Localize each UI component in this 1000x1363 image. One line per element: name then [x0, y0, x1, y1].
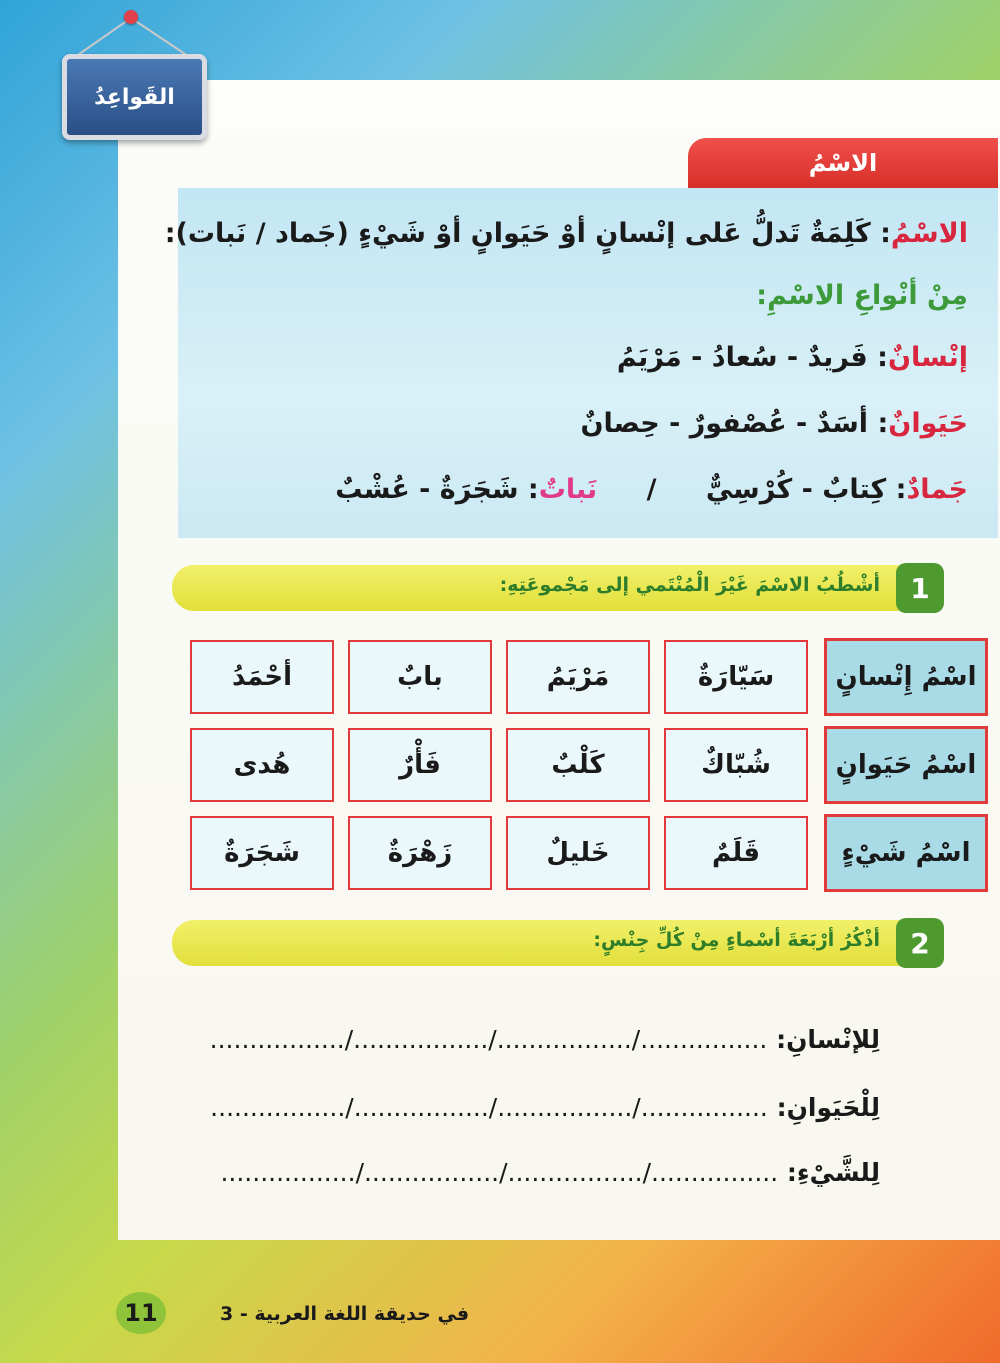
- fill-blanks[interactable]: ................/................./................./.................: [220, 1158, 779, 1187]
- type-label: نَباتٌ: [538, 474, 598, 505]
- fill-label: لِلْحَيَوانِ:: [776, 1093, 880, 1122]
- fill-blanks[interactable]: ................/................./................./.................: [210, 1093, 768, 1122]
- type-label: إنْسانٌ: [887, 342, 968, 373]
- type-items: كِتابٌ - كُرْسِيٌّ: [705, 474, 887, 505]
- type-label: جَمادٌ: [906, 474, 968, 505]
- definition-term: الاسْمُ: [890, 218, 968, 249]
- category-cell: اسْمُ شَيْءٍ: [824, 814, 988, 892]
- word-cell[interactable]: شَجَرَةٌ: [190, 816, 334, 890]
- exercise-1-number: 1: [896, 563, 944, 613]
- exercise-2-bar: [172, 920, 942, 966]
- definition-box: [164, 188, 998, 538]
- word-cell[interactable]: هُدى: [190, 728, 334, 802]
- exercise-1-grid: [194, 638, 988, 894]
- word-cell[interactable]: فَأْرٌ: [348, 728, 492, 802]
- exercise-1-instruction: أشْطُبُ الاسْمَ غَيْرَ الْمُنْتَمي إلى مَجْموعَتِهِ:: [499, 574, 880, 596]
- type-items: فَريدٌ - سُعادُ - مَرْيَمُ: [616, 342, 868, 373]
- word-cell[interactable]: خَليلٌ: [506, 816, 650, 890]
- top-strip: [118, 80, 1000, 135]
- definition-text: : كَلِمَةٌ تَدلُّ عَلى إنْسانٍ أوْ حَيَوانٍ أوْ شَيْءٍ (جَماد / نَبات):: [164, 218, 891, 249]
- sign-label: القَواعِدُ: [94, 84, 175, 110]
- section-sign: [62, 54, 207, 140]
- word-cell[interactable]: أحْمَدُ: [190, 640, 334, 714]
- pin-icon: [124, 10, 138, 24]
- fill-label: لِلإنْسانِ:: [776, 1025, 880, 1054]
- type-row-thing: جَمادٌ: كِتابٌ - كُرْسِيٌّ / نَباتٌ: شَجَرَةٌ - عُشْبٌ: [335, 474, 968, 505]
- word-cell[interactable]: مَرْيَمُ: [506, 640, 650, 714]
- fill-blanks[interactable]: ................/................./................./.................: [209, 1025, 768, 1054]
- page-number: 11: [116, 1292, 166, 1334]
- exercise-2-number: 2: [896, 918, 944, 968]
- word-cell[interactable]: قَلَمٌ: [664, 816, 808, 890]
- separator: /: [646, 474, 657, 505]
- fill-label: لِلشَّيْءِ:: [786, 1158, 880, 1187]
- definition-line: [165, 218, 968, 249]
- word-cell[interactable]: كَلْبٌ: [506, 728, 650, 802]
- category-cell: اسْمُ حَيَوانٍ: [824, 726, 988, 804]
- type-row-human: إنْسانٌ: فَريدٌ - سُعادُ - مَرْيَمُ: [616, 342, 968, 373]
- book-title: في حديقة اللغة العربية - 3: [220, 1303, 470, 1325]
- type-label: حَيَوانٌ: [888, 408, 968, 439]
- word-cell[interactable]: بابٌ: [348, 640, 492, 714]
- word-cell[interactable]: سَيّارَةٌ: [664, 640, 808, 714]
- type-items: شَجَرَةٌ - عُشْبٌ: [335, 474, 519, 505]
- types-heading: مِنْ أنْواعِ الاسْمِ:: [756, 280, 968, 311]
- category-cell: اسْمُ إِنْسانٍ: [824, 638, 988, 716]
- word-cell[interactable]: زَهْرَةٌ: [348, 816, 492, 890]
- type-row-animal: حَيَوانٌ: أسَدٌ - عُصْفورٌ - حِصانٌ: [580, 408, 968, 439]
- fill-line-thing[interactable]: [220, 1158, 880, 1187]
- section-tab: [688, 138, 998, 188]
- type-items: أسَدٌ - عُصْفورٌ - حِصانٌ: [580, 408, 869, 439]
- section-tab-label: الاسْمُ: [808, 149, 878, 177]
- fill-line-human[interactable]: [210, 1025, 880, 1054]
- exercise-1-bar: [172, 565, 942, 611]
- exercise-2-instruction: أذْكُرُ أرْبَعَةَ أسْماءٍ مِنْ كُلِّ جِنْسٍ:: [593, 929, 880, 951]
- word-cell[interactable]: شُبّاكٌ: [664, 728, 808, 802]
- fill-line-animal[interactable]: [210, 1093, 880, 1122]
